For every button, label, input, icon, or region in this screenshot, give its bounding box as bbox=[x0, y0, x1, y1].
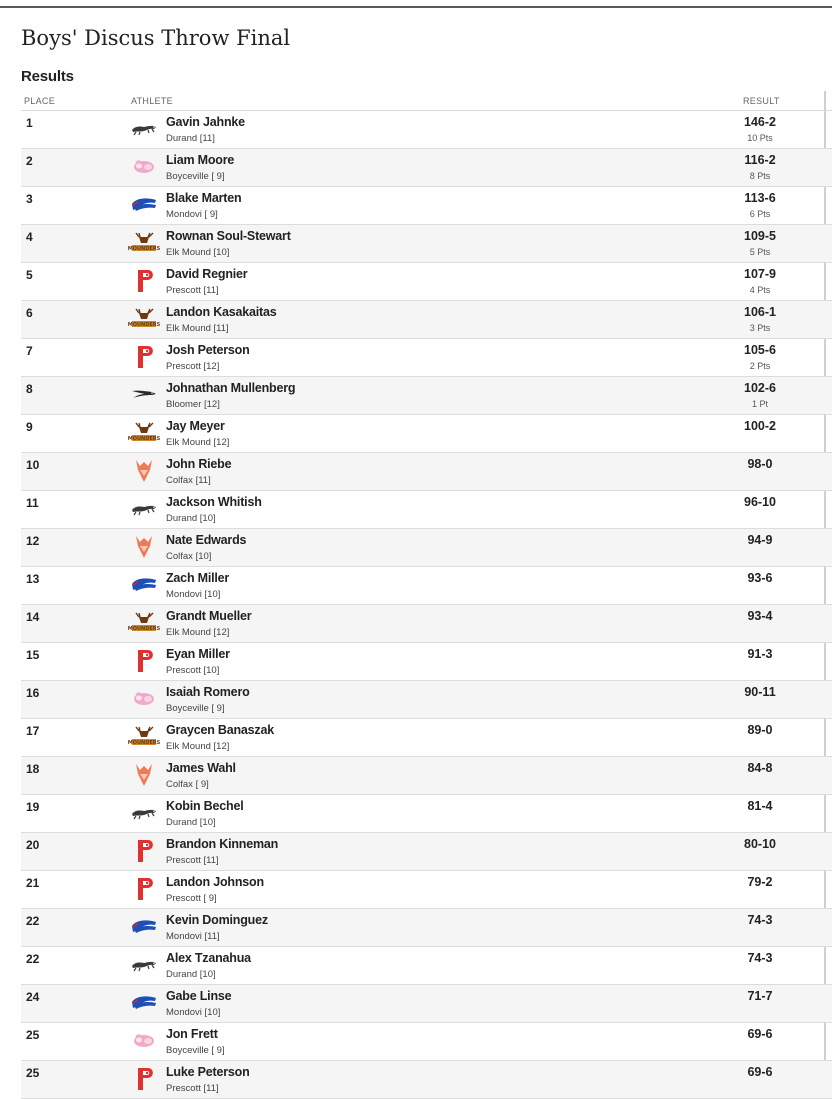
athlete-name-link[interactable]: Alex Tzanahua bbox=[166, 951, 251, 965]
svg-text:MOUNDERS: MOUNDERS bbox=[127, 436, 161, 442]
prescott-p-icon bbox=[130, 876, 158, 902]
result-mark: 81-4 bbox=[747, 799, 773, 813]
result-mark: 74-3 bbox=[747, 913, 773, 927]
place-cell: 6 bbox=[26, 306, 33, 320]
team-grade-link[interactable]: Prescott [12] bbox=[166, 361, 220, 372]
place-cell: 4 bbox=[26, 230, 33, 244]
place-cell: 21 bbox=[26, 876, 40, 890]
svg-text:MOUNDERS: MOUNDERS bbox=[127, 626, 161, 632]
boyceville-bulldog-icon bbox=[130, 1028, 158, 1054]
table-row bbox=[21, 529, 832, 567]
result-mark: 106-1 bbox=[744, 305, 776, 319]
place-cell: 19 bbox=[26, 800, 40, 814]
athlete-name-link[interactable]: David Regnier bbox=[166, 267, 248, 281]
elk-mound-mounder-icon bbox=[127, 230, 161, 256]
prescott-p-icon bbox=[130, 648, 158, 674]
athlete-name-link[interactable]: Brandon Kinneman bbox=[166, 837, 279, 851]
place-cell: 8 bbox=[26, 382, 33, 396]
colfax-viking-icon bbox=[130, 458, 158, 484]
prescott-p-icon bbox=[130, 838, 158, 864]
team-grade-link[interactable]: Mondovi [10] bbox=[166, 1007, 221, 1018]
team-grade-link[interactable]: Elk Mound [11] bbox=[166, 323, 229, 334]
result-mark: 113-6 bbox=[744, 191, 776, 205]
athlete-name-link[interactable]: Landon Kasakaitas bbox=[166, 305, 277, 319]
athlete-name-link[interactable]: Isaiah Romero bbox=[166, 685, 250, 699]
athlete-name-link[interactable]: James Wahl bbox=[166, 761, 236, 775]
column-header-place[interactable]: PLACE bbox=[24, 96, 56, 106]
result-mark: 146-2 bbox=[744, 115, 776, 129]
result-mark: 91-3 bbox=[747, 647, 773, 661]
team-grade-link[interactable]: Colfax [ 9] bbox=[166, 779, 209, 790]
result-mark: 69-6 bbox=[747, 1027, 773, 1041]
results-table bbox=[21, 91, 832, 1099]
points-value: 6 Pts bbox=[749, 209, 771, 219]
column-header-result[interactable]: RESULT bbox=[743, 96, 780, 106]
table-body bbox=[21, 111, 832, 1099]
athlete-name-link[interactable]: Blake Marten bbox=[166, 191, 242, 205]
team-grade-link[interactable]: Durand [10] bbox=[166, 513, 216, 524]
table-row bbox=[21, 491, 832, 529]
mondovi-buffalo-icon bbox=[130, 572, 158, 598]
place-cell: 15 bbox=[26, 648, 40, 662]
team-grade-link[interactable]: Prescott [10] bbox=[166, 665, 220, 676]
team-grade-link[interactable]: Prescott [11] bbox=[166, 285, 219, 296]
place-cell: 22 bbox=[26, 914, 40, 928]
athlete-name-link[interactable]: Graycen Banaszak bbox=[166, 723, 274, 737]
points-value: 10 Pts bbox=[747, 133, 773, 143]
team-grade-link[interactable]: Colfax [11] bbox=[166, 475, 211, 486]
athlete-name-link[interactable]: John Riebe bbox=[166, 457, 232, 471]
team-grade-link[interactable]: Mondovi [ 9] bbox=[166, 209, 218, 220]
colfax-viking-icon bbox=[130, 762, 158, 788]
place-cell: 2 bbox=[26, 154, 33, 168]
durand-panther-icon bbox=[130, 496, 158, 522]
team-grade-link[interactable]: Elk Mound [12] bbox=[166, 741, 230, 752]
place-cell: 25 bbox=[26, 1066, 40, 1080]
points-value: 1 Pt bbox=[751, 399, 768, 409]
athlete-name-link[interactable]: Jay Meyer bbox=[166, 419, 225, 433]
column-header-athlete[interactable]: ATHLETE bbox=[131, 96, 173, 106]
place-cell: 12 bbox=[26, 534, 40, 548]
elk-mound-mounder-icon bbox=[127, 420, 161, 446]
table-row bbox=[21, 643, 832, 681]
result-mark: 93-4 bbox=[747, 609, 773, 623]
table-row bbox=[21, 225, 832, 263]
elk-mound-mounder-icon bbox=[127, 610, 161, 636]
table-row bbox=[21, 263, 832, 301]
points-value: 4 Pts bbox=[749, 285, 771, 295]
athlete-name-link[interactable]: Zach Miller bbox=[166, 571, 230, 585]
result-mark: 100-2 bbox=[744, 419, 776, 433]
athlete-name-link[interactable]: Gabe Linse bbox=[166, 989, 232, 1003]
prescott-p-icon bbox=[130, 268, 158, 294]
place-cell: 5 bbox=[26, 268, 33, 282]
svg-text:MOUNDERS: MOUNDERS bbox=[127, 740, 161, 746]
place-cell: 3 bbox=[26, 192, 33, 206]
athlete-name-link[interactable]: Landon Johnson bbox=[166, 875, 264, 889]
team-grade-link[interactable]: Elk Mound [10] bbox=[166, 247, 230, 258]
result-mark: 107-9 bbox=[744, 267, 776, 281]
table-row bbox=[21, 757, 832, 795]
table-row bbox=[21, 301, 832, 339]
team-grade-link[interactable]: Boyceville [ 9] bbox=[166, 1045, 225, 1056]
place-cell: 22 bbox=[26, 952, 40, 966]
table-row bbox=[21, 833, 832, 871]
athlete-name-link[interactable]: Jon Frett bbox=[166, 1027, 218, 1041]
result-mark: 98-0 bbox=[747, 457, 773, 471]
place-cell: 24 bbox=[26, 990, 40, 1004]
durand-panther-icon bbox=[130, 800, 158, 826]
team-grade-link[interactable]: Durand [11] bbox=[166, 133, 215, 144]
prescott-p-icon bbox=[130, 344, 158, 370]
team-grade-link[interactable]: Elk Mound [12] bbox=[166, 437, 230, 448]
team-grade-link[interactable]: Colfax [10] bbox=[166, 551, 212, 562]
team-grade-link[interactable]: Boyceville [ 9] bbox=[166, 171, 225, 182]
athlete-name-link[interactable]: Jackson Whitish bbox=[166, 495, 262, 509]
prescott-p-icon bbox=[130, 1066, 158, 1092]
result-mark: 84-8 bbox=[747, 761, 773, 775]
colfax-viking-icon bbox=[130, 534, 158, 560]
result-mark: 90-11 bbox=[744, 685, 776, 699]
table-row bbox=[21, 187, 832, 225]
team-grade-link[interactable]: Boyceville [ 9] bbox=[166, 703, 225, 714]
result-mark: 93-6 bbox=[747, 571, 773, 585]
table-row bbox=[21, 985, 832, 1023]
table-row bbox=[21, 339, 832, 377]
result-mark: 94-9 bbox=[747, 533, 773, 547]
table-row bbox=[21, 947, 832, 985]
points-value: 2 Pts bbox=[749, 361, 771, 371]
result-mark: 109-5 bbox=[744, 229, 776, 243]
table-row bbox=[21, 719, 832, 757]
top-rule bbox=[0, 6, 832, 8]
result-mark: 89-0 bbox=[747, 723, 773, 737]
durand-panther-icon bbox=[130, 116, 158, 142]
place-cell: 17 bbox=[26, 724, 40, 738]
place-cell: 18 bbox=[26, 762, 40, 776]
elk-mound-mounder-icon bbox=[127, 724, 161, 750]
team-grade-link[interactable]: Mondovi [11] bbox=[166, 931, 220, 942]
place-cell: 25 bbox=[26, 1028, 40, 1042]
place-cell: 11 bbox=[26, 496, 39, 510]
points-value: 5 Pts bbox=[749, 247, 771, 257]
result-mark: 74-3 bbox=[747, 951, 773, 965]
bloomer-hawk-icon bbox=[130, 382, 158, 408]
points-value: 8 Pts bbox=[749, 171, 771, 181]
table-row bbox=[21, 795, 832, 833]
place-cell: 13 bbox=[26, 572, 40, 586]
team-grade-link[interactable]: Prescott [11] bbox=[166, 855, 219, 866]
result-mark: 116-2 bbox=[744, 153, 776, 167]
athlete-name-link[interactable]: Kobin Bechel bbox=[166, 799, 244, 813]
athlete-name-link[interactable]: Grandt Mueller bbox=[166, 609, 252, 623]
svg-text:MOUNDERS: MOUNDERS bbox=[127, 246, 161, 252]
table-row bbox=[21, 111, 832, 149]
result-mark: 80-10 bbox=[744, 837, 776, 851]
table-row bbox=[21, 453, 832, 491]
mondovi-buffalo-icon bbox=[130, 990, 158, 1016]
table-row bbox=[21, 1061, 832, 1099]
team-grade-link[interactable]: Durand [10] bbox=[166, 969, 216, 980]
result-mark: 102-6 bbox=[744, 381, 776, 395]
place-cell: 20 bbox=[26, 838, 40, 852]
athlete-name-link[interactable]: Nate Edwards bbox=[166, 533, 247, 547]
table-row bbox=[21, 909, 832, 947]
place-cell: 9 bbox=[26, 420, 33, 434]
durand-panther-icon bbox=[130, 952, 158, 978]
result-mark: 69-6 bbox=[747, 1065, 773, 1079]
table-row bbox=[21, 605, 832, 643]
result-mark: 105-6 bbox=[744, 343, 776, 357]
table-row bbox=[21, 871, 832, 909]
place-cell: 1 bbox=[26, 116, 33, 130]
table-row bbox=[21, 415, 832, 453]
points-value: 3 Pts bbox=[749, 323, 771, 333]
team-grade-link[interactable]: Durand [10] bbox=[166, 817, 216, 828]
top-divider bbox=[0, 0, 832, 8]
place-cell: 14 bbox=[26, 610, 40, 624]
boyceville-bulldog-icon bbox=[130, 154, 158, 180]
place-cell: 16 bbox=[26, 686, 40, 700]
mondovi-buffalo-icon bbox=[130, 914, 158, 940]
mondovi-buffalo-icon bbox=[130, 192, 158, 218]
result-mark: 79-2 bbox=[747, 875, 773, 889]
table-row bbox=[21, 149, 832, 187]
team-grade-link[interactable]: Bloomer [12] bbox=[166, 399, 220, 410]
athlete-name-link[interactable]: Johnathan Mullenberg bbox=[166, 381, 296, 395]
result-mark: 71-7 bbox=[747, 989, 773, 1003]
team-grade-link[interactable]: Elk Mound [12] bbox=[166, 627, 230, 638]
place-cell: 7 bbox=[26, 344, 33, 358]
athlete-name-link[interactable]: Liam Moore bbox=[166, 153, 235, 167]
table-row bbox=[21, 1023, 832, 1061]
team-grade-link[interactable]: Mondovi [10] bbox=[166, 589, 221, 600]
athlete-name-link[interactable]: Eyan Miller bbox=[166, 647, 230, 661]
section-title: Results bbox=[21, 68, 74, 85]
boyceville-bulldog-icon bbox=[130, 686, 158, 712]
athlete-name-link[interactable]: Rownan Soul-Stewart bbox=[166, 229, 291, 243]
athlete-name-link[interactable]: Gavin Jahnke bbox=[166, 115, 245, 129]
table-row bbox=[21, 377, 832, 415]
team-grade-link[interactable]: Prescott [11] bbox=[166, 1083, 219, 1094]
elk-mound-mounder-icon bbox=[127, 306, 161, 332]
svg-text:MOUNDERS: MOUNDERS bbox=[127, 322, 161, 328]
result-mark: 96-10 bbox=[744, 495, 776, 509]
athlete-name-link[interactable]: Luke Peterson bbox=[166, 1065, 250, 1079]
table-row bbox=[21, 567, 832, 605]
athlete-name-link[interactable]: Josh Peterson bbox=[166, 343, 250, 357]
page-title: Boys' Discus Throw Final bbox=[21, 26, 291, 50]
table-header bbox=[21, 91, 832, 111]
place-cell: 10 bbox=[26, 458, 40, 472]
team-grade-link[interactable]: Prescott [ 9] bbox=[166, 893, 217, 904]
athlete-name-link[interactable]: Kevin Dominguez bbox=[166, 913, 268, 927]
table-row bbox=[21, 681, 832, 719]
